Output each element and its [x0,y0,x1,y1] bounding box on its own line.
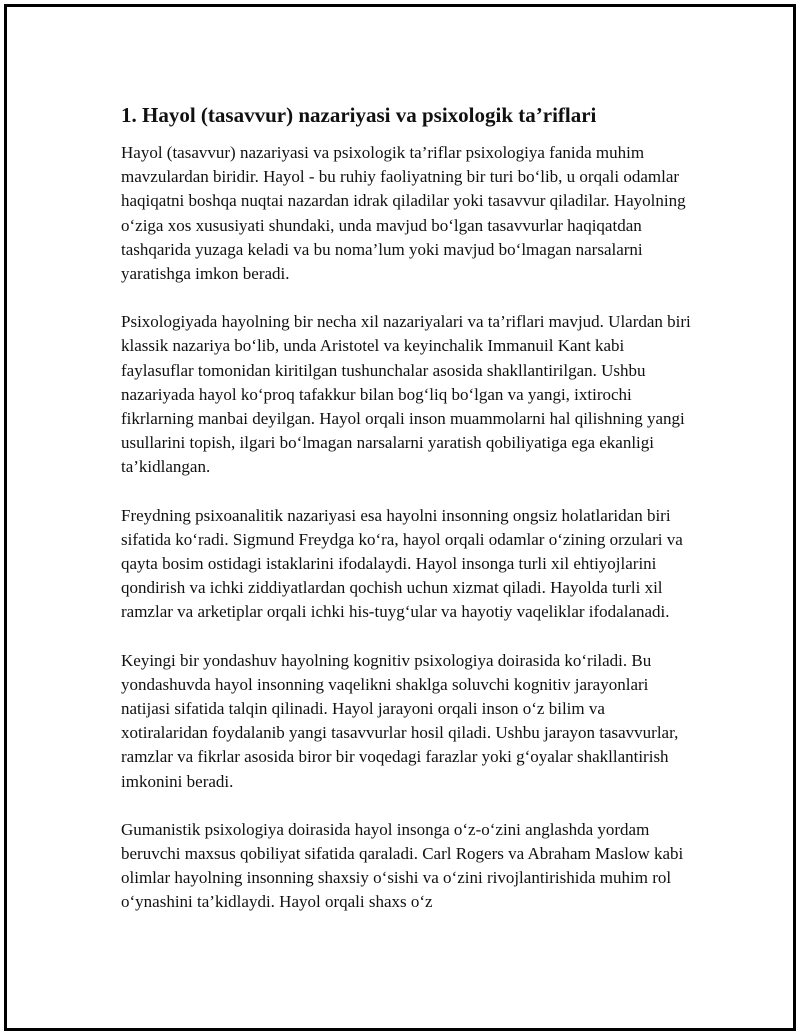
section-heading: 1. Hayol (tasavvur) nazariyasi va psixologik ta’riflari [121,103,597,127]
paragraph-4: Keyingi bir yondashuv hayolning kognitiv psixologiya doirasida ko‘riladi. Bu yondashuvda hayol insonning vaqelikni shaklga soluvchi kognitiv jarayonlari natijasi sifatida talqin qilinadi. Hayol jarayoni orqali inson o‘z bilim va xotiralaridan foydalanib yangi tasavvurlar hosil qiladi. Ushbu jarayon tasavvurlar, ramzlar va fikrlar asosida biror bir voqedagi farazlar yoki g‘oyalar shakllantirish imkonini beradi. [121,650,679,791]
document-body [121,101,691,939]
paragraph-5: Gumanistik psixologiya doirasida hayol insonga o‘z-o‘zini anglashda yordam beruvchi maxsus qobiliyat sifatida qaraladi. Carl Rogers va Abraham Maslow kabi olimlar hayolning insonning shaxsiy o‘sishi va o‘zini rivojlantirishida muhim rol o‘ynashini ta’kidlaydi. Hayol orqali shaxs o‘z [121,819,684,912]
paragraph-2: Psixologiyada hayolning bir necha xil nazariyalari va ta’riflari mavjud. Ulardan biri klassik nazariya bo‘lib, unda Aristotel va keyinchalik Immanuil Kant kabi faylasuflar tomonidan kiritilgan tushunchalar asosida shakllantirilgan. Ushbu nazariyada hayol ko‘proq tafakkur bilan bog‘liq bo‘lgan va yangi, ixtirochi fikrlarning manbai deyilgan. Hayol orqali inson muammolarni hal qilishning yangi usullarini topish, ilgari bo‘lmagan narsalarni yaratish qobiliyatiga ega ekanligi ta’kidlangan. [121,312,691,477]
document-page [4,4,796,1031]
paragraph-1: Hayol (tasavvur) nazariyasi va psixologik ta’riflar psixologiya fanida muhim mavzulardan biridir. Hayol - bu ruhiy faoliyatning bir turi bo‘lib, u orqali odamlar haqiqatni boshqa nuqtai nazardan idrak qiladilar yoki tasavvur qiladilar. Hayolning o‘ziga xos xususiyati shundaki, unda mavjud bo‘lgan tasavvurlar haqiqatdan tashqarida yuzaga keladi va bu noma’lum yoki mavjud bo‘lmagan narsalarni yaratishga imkon beradi. [121,143,686,284]
paragraph-3: Freydning psixoanalitik nazariyasi esa hayolni insonning ongsiz holatlaridan biri sifatida ko‘radi. Sigmund Freydga ko‘ra, hayol orqali odamlar o‘zining orzulari va qayta bosim ostidagi istaklarini ifodalaydi. Hayol insonga turli xil ehtiyojlarini qondirish va ichki ziddiyatlardan qochish uchun xizmat qiladi. Hayolda turli xil ramzlar va arketiplar orqali ichki his-tuyg‘ular va hayotiy vaqeliklar ifodalanadi. [121,505,683,622]
